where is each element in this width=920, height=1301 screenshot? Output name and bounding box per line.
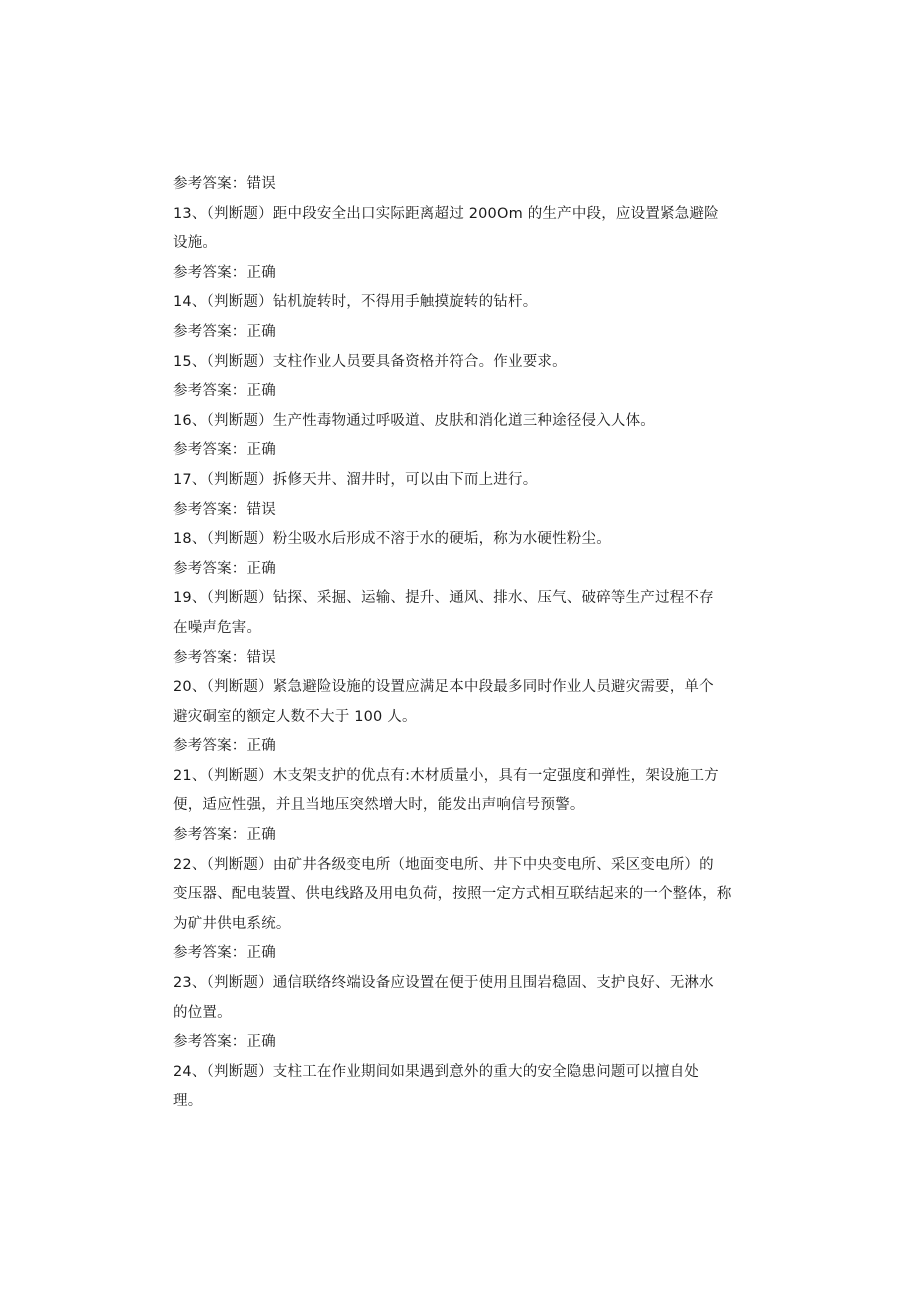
question-13: 13、（判断题）距中段安全出口实际距离超过 200Om 的生产中段，应设置紧急避险 — [173, 205, 719, 222]
answer-16: 参考答案：正确 — [173, 442, 276, 459]
question-13-cont: 设施。 — [173, 235, 218, 252]
question-17: 17、（判断题）拆修天井、溜井时，可以由下而上进行。 — [173, 471, 538, 488]
question-22: 22、（判断题）由矿井各级变电所（地面变电所、井下中央变电所、采区变电所）的 — [173, 856, 714, 873]
question-19-cont: 在噪声危害。 — [173, 619, 262, 636]
answer-line: 参考答案：错误 — [173, 176, 276, 192]
question-24: 24、（判断题）支柱工在作业期间如果遇到意外的重大的安全隐患问题可以擅自处 — [173, 1063, 700, 1080]
answer-17: 参考答案：错误 — [173, 501, 276, 518]
answer-15: 参考答案：正确 — [173, 383, 276, 400]
question-23-cont: 的位置。 — [173, 1004, 232, 1021]
question-22-cont: 为矿井供电系统。 — [173, 915, 291, 932]
answer-19: 参考答案：错误 — [173, 649, 276, 666]
answer-20: 参考答案：正确 — [173, 738, 276, 755]
question-15: 15、（判断题）支柱作业人员要具备资格并符合。作业要求。 — [173, 353, 567, 370]
answer-21: 参考答案：正确 — [173, 827, 276, 844]
question-14: 14、（判断题）钻机旋转时，不得用手触摸旋转的钻杆。 — [173, 294, 538, 311]
answer-13: 参考答案：正确 — [173, 264, 276, 281]
answer-23: 参考答案：正确 — [173, 1034, 276, 1051]
answer-14: 参考答案：正确 — [173, 323, 276, 340]
question-21: 21、（判断题）木支架支护的优点有:木材质量小，具有一定强度和弹性，架设施工方 — [173, 767, 719, 784]
answer-22: 参考答案：正确 — [173, 945, 276, 962]
question-20: 20、（判断题）紧急避险设施的设置应满足本中段最多同时作业人员避灾需要，单个 — [173, 679, 714, 696]
question-24-cont: 理。 — [173, 1093, 203, 1110]
question-19: 19、（判断题）钻探、采掘、运输、提升、通风、排水、压气、破碎等生产过程不存 — [173, 590, 714, 607]
question-20-cont: 避灾硐室的额定人数不大于 100 人。 — [173, 708, 417, 725]
question-18: 18、（判断题）粉尘吸水后形成不溶于水的硬垢，称为水硬性粉尘。 — [173, 531, 611, 548]
question-list — [173, 170, 763, 1117]
question-16: 16、（判断题）生产性毒物通过呼吸道、皮肤和消化道三种途径侵入人体。 — [173, 412, 655, 429]
answer-18: 参考答案：正确 — [173, 560, 276, 577]
question-21-cont: 便，适应性强，并且当地压突然增大时，能发出声响信号预警。 — [173, 797, 585, 814]
question-22-cont: 变压器、配电装置、供电线路及用电负荷，按照一定方式相互联结起来的一个整体，称 — [173, 886, 732, 903]
question-23: 23、（判断题）通信联络终端设备应设置在便于使用且围岩稳固、支护良好、无淋水 — [173, 975, 714, 992]
